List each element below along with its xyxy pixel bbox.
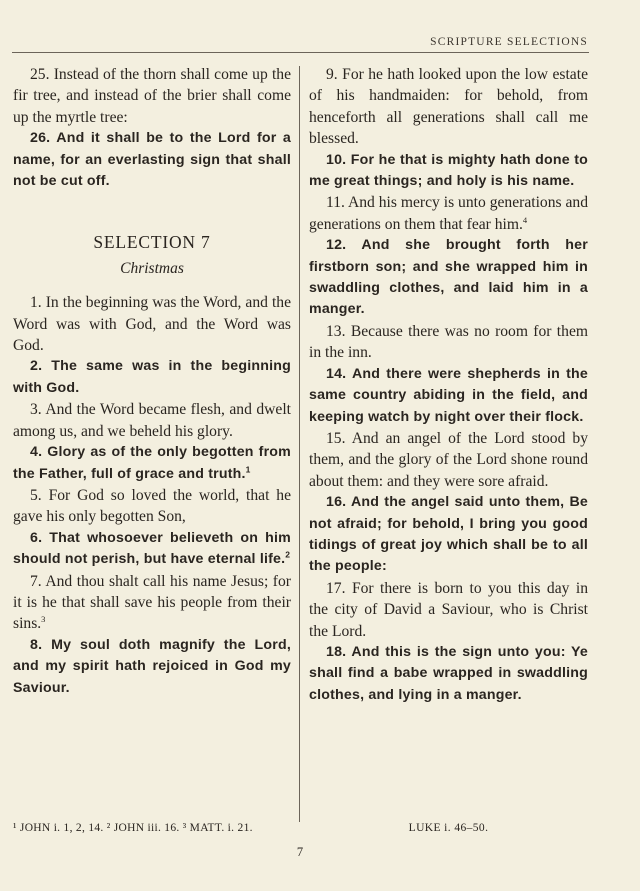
verse-number: 11. (326, 194, 345, 212)
verse-12 (309, 235, 588, 321)
verse-text: And his mercy is unto generations and generations on them that fear him. (309, 194, 588, 233)
selection-heading: SELECTION 7 (93, 232, 211, 253)
verse-14 (309, 364, 588, 428)
verse-13 (309, 321, 588, 364)
verse-11 (309, 192, 588, 235)
verse-text: And she brought forth her firstborn son; and she wrapped him in swaddling clothes, and laid him in a manger. (309, 237, 588, 318)
verse-9 (309, 64, 588, 150)
verse-number: 16. (326, 494, 347, 511)
verse-1 (13, 292, 291, 356)
verse-number: 12. (326, 237, 347, 254)
verse-text: And this is the sign unto you: Ye shall find a babe wrapped in swaddling clothes, and lying in a manger. (309, 643, 588, 703)
verse-2 (13, 356, 291, 399)
verse-number: 3. (30, 401, 42, 419)
verse-number: 26. (30, 130, 51, 147)
verse-number: 14. (326, 365, 347, 382)
left-column (13, 64, 291, 699)
verse-text: My soul doth magnify the Lord, and my spirit hath rejoiced in God my Saviour. (13, 636, 291, 696)
verse-number: 15. (326, 429, 346, 447)
verse-number: 10. (326, 151, 347, 168)
verse-text: And thou shalt call his name Jesus; for it is he that shall save his people from their sins. (13, 572, 291, 633)
verse-text: For God so loved the world, that he gave his only begotten Son, (13, 486, 291, 526)
verse-number: 8. (30, 636, 43, 653)
footnote-marker: 4 (522, 214, 528, 225)
verse-10 (309, 150, 588, 193)
right-column (309, 64, 588, 706)
verse-number: 2. (30, 358, 43, 375)
footnote-marker: 2 (285, 549, 291, 560)
verse-number: 1. (30, 294, 42, 312)
footnote-marker: 1 (245, 463, 251, 474)
verse-25 (13, 64, 291, 128)
running-head: SCRIPTURE SELECTIONS (430, 36, 588, 48)
verse-6 (13, 528, 291, 571)
verse-text: Because there was no room for them in the inn. (309, 322, 588, 362)
verse-text: And it shall be to the Lord for a name, for an everlasting sign that shall not be cut off. (13, 130, 291, 190)
verse-number: 13. (326, 322, 346, 340)
verse-17 (309, 578, 588, 642)
verse-number: 5. (30, 486, 42, 504)
page-number: 7 (296, 845, 304, 859)
verse-3 (13, 399, 291, 442)
verse-4 (13, 442, 291, 485)
header-rule (12, 52, 589, 53)
verse-text: And the Word became flesh, and dwelt among us, and we beheld his glory. (13, 401, 291, 440)
verse-7 (13, 571, 291, 635)
verse-text: For he that is mighty hath done to me great things; and holy is his name. (309, 151, 588, 190)
verse-number: 6. (30, 529, 43, 546)
verse-text: For he hath looked upon the low estate of his handmaiden: for behold, from henceforth all generations shall call me blessed. (309, 66, 588, 148)
verse-text: The same was in the beginning with God. (13, 358, 291, 396)
verse-5 (13, 485, 291, 528)
footnotes: ¹ JOHN i. 1, 2, 14. ² JOHN iii. 16. ³ MATT. i. 21. (13, 822, 253, 834)
verse-text: For there is born to you this day in the city of David a Saviour, who is Christ the Lord. (309, 579, 588, 640)
verse-text: And there were shepherds in the same country abiding in the field, and keeping watch by night over their flock. (309, 365, 589, 425)
verse-text: And the angel said unto them, Be not afraid; for behold, I bring you good tidings of great joy which shall be to all the people: (309, 494, 588, 575)
verse-text: Instead of the thorn shall come up the fir tree, and instead of the brier shall come up the myrtle tree: (13, 66, 292, 126)
verse-number: 9. (326, 66, 338, 83)
verse-15 (309, 428, 588, 492)
verse-number: 17. (326, 579, 346, 597)
verse-text: In the beginning was the Word, and the Word was with God, and the Word was God. (13, 294, 292, 355)
source-reference: LUKE i. 46–50. (408, 822, 489, 834)
verse-number: 18. (326, 643, 347, 660)
verse-26 (13, 128, 291, 192)
footnote-marker: 3 (41, 614, 46, 625)
verse-number: 7. (30, 572, 42, 590)
verse-text: That whosoever believeth on him should not perish, but have eternal life. (13, 529, 291, 568)
verse-text: And an angel of the Lord stood by them, and the glory of the Lord shone round about them: and they were sore afraid. (309, 429, 588, 490)
verse-number: 4. (30, 444, 43, 461)
column-divider (299, 66, 300, 822)
verse-18 (309, 642, 588, 706)
verse-16 (309, 492, 588, 578)
verse-number: 25. (30, 66, 50, 83)
verse-8 (13, 635, 291, 699)
selection-subtitle: Christmas (120, 259, 184, 277)
verse-text: Glory as of the only begotten from the Father, full of grace and truth. (13, 444, 291, 482)
